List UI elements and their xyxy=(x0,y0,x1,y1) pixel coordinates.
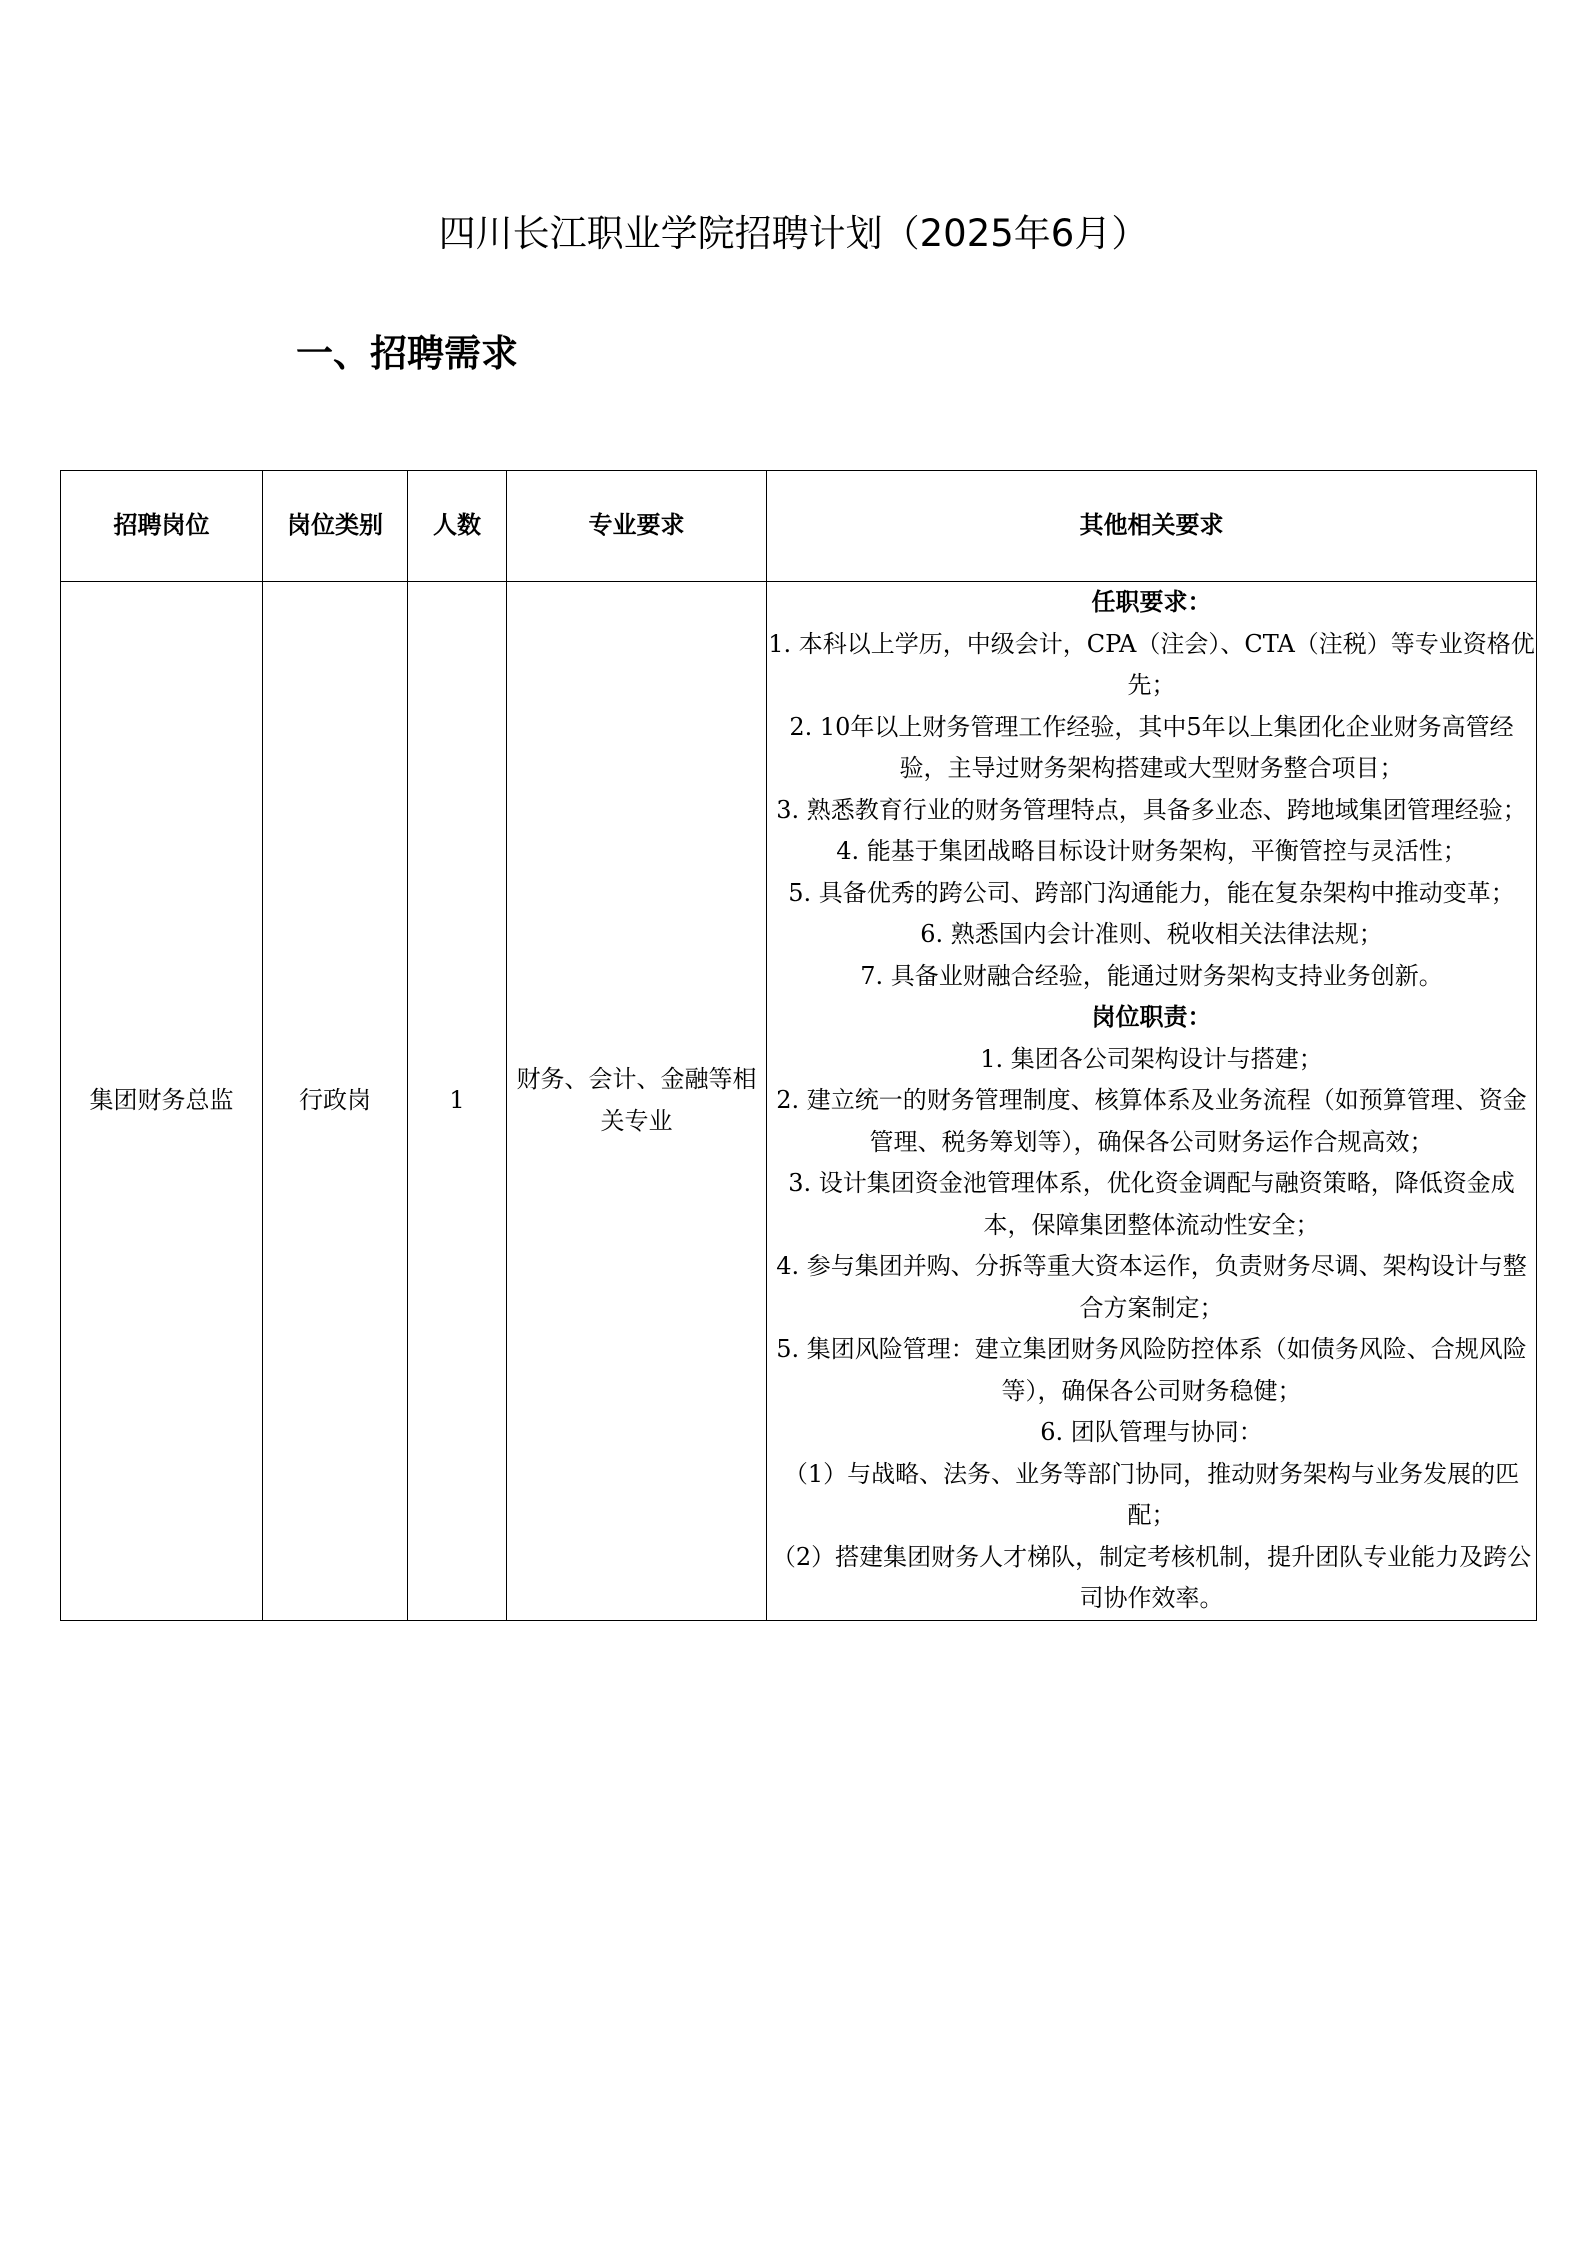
duty-item: 2. 建立统一的财务管理制度、核算体系及业务流程（如预算管理、资金管理、税务筹划等），确保各公司财务运作合规高效； xyxy=(776,1086,1527,1156)
duty-item: （1）与战略、法务、业务等部门协同，推动财务架构与业务发展的匹配； xyxy=(783,1459,1520,1529)
cell-major: 财务、会计、金融等相关专业 xyxy=(507,582,767,1621)
document-title: 四川长江职业学院招聘计划（2025年6月） xyxy=(438,212,1149,255)
qualification-item: 6. 熟悉国内会计准则、税收相关法律法规； xyxy=(920,920,1383,948)
qualification-item: 2. 10年以上财务管理工作经验，其中5年以上集团化企业财务高管经验，主导过财务架构搭建或大型财务整合项目； xyxy=(789,712,1514,782)
section-heading: 一、招聘需求 xyxy=(296,332,518,375)
header-major: 专业要求 xyxy=(507,471,767,582)
duty-item: 5. 集团风险管理：建立集团财务风险防控体系（如债务风险、合规风险等），确保各公司财务稳健； xyxy=(776,1335,1527,1405)
cell-position: 集团财务总监 xyxy=(61,582,263,1621)
duties-title: 岗位职责： xyxy=(1091,1003,1212,1031)
qualification-item: 3. 熟悉教育行业的财务管理特点，具备多业态、跨地域集团管理经验； xyxy=(776,795,1527,824)
header-position: 招聘岗位 xyxy=(61,471,263,582)
table-header-row xyxy=(61,471,1537,582)
duty-item: 3. 设计集团资金池管理体系，优化资金调配与融资策略，降低资金成本，保障集团整体流动性安全； xyxy=(788,1169,1515,1239)
header-category: 岗位类别 xyxy=(263,471,408,582)
duty-item: 6. 团队管理与协同： xyxy=(1040,1418,1263,1446)
cell-category: 行政岗 xyxy=(263,582,408,1621)
duty-item: （2）搭建集团财务人才梯队，制定考核机制，提升团队专业能力及跨公司协作效率。 xyxy=(771,1542,1532,1612)
qualification-item: 4. 能基于集团战略目标设计财务架构，平衡管控与灵活性； xyxy=(836,837,1467,865)
header-count: 人数 xyxy=(408,471,507,582)
qualification-item: 7. 具备业财融合经验，能通过财务架构支持业务创新。 xyxy=(860,961,1443,990)
recruitment-table xyxy=(60,470,1537,1621)
cell-count: 1 xyxy=(408,582,507,1621)
table-row xyxy=(61,582,1537,1621)
qualification-item: 1. 本科以上学历，中级会计，CPA（注会）、CTA（注税）等专业资格优先； xyxy=(768,629,1535,699)
qualification-item: 5. 具备优秀的跨公司、跨部门沟通能力，能在复杂架构中推动变革； xyxy=(788,878,1515,907)
duty-item: 4. 参与集团并购、分拆等重大资本运作，负责财务尽调、架构设计与整合方案制定； xyxy=(776,1252,1527,1322)
cell-other-requirements xyxy=(767,582,1537,1621)
duty-item: 1. 集团各公司架构设计与搭建； xyxy=(980,1044,1323,1073)
header-other: 其他相关要求 xyxy=(767,471,1537,582)
qualifications-title: 任职要求： xyxy=(1091,588,1212,616)
